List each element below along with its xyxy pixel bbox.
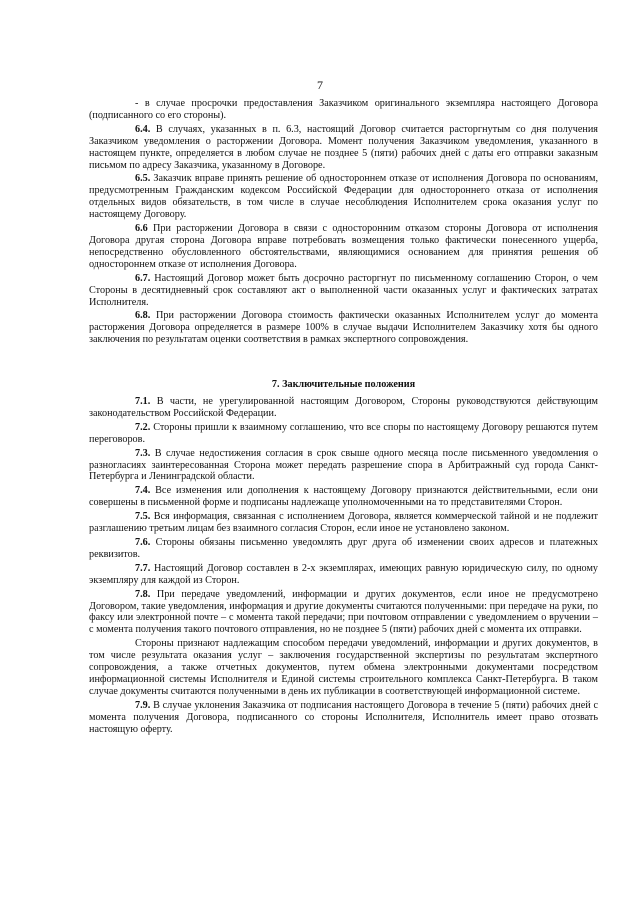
clause-paragraph [89, 396, 598, 420]
clause-paragraph [89, 223, 598, 271]
clause-text: При расторжении Договора в связи с односторонним отказом стороны Договора от исполнения Договора другая сторона Договора вправе потребовать возмещения только фактически понесенного ущерба, непосредственно обусловленного обстоятельствами, являющимися основанием для принятия решения об одностороннем отказе от исполнения Договора. [89, 223, 598, 270]
clause-paragraph [89, 638, 598, 698]
clause-number: 7.1. [135, 396, 151, 408]
clause-text: - в случае просрочки предоставления Заказчиком оригинального экземпляра настоящего Договора (подписанного со его стороны). [89, 98, 598, 121]
clause-text: Настоящий Договор составлен в 2-х экземплярах, имеющих равную юридическую силу, по одному экземпляру для каждой из Сторон. [89, 562, 598, 586]
clause-text: Настоящий Договор может быть досрочно расторгнут по письменному соглашению Сторон, о чем Стороны в десятидневный срок составляют акт о выполненной части оказанных услуг и фактических затратах Исполнителя. [89, 272, 598, 308]
clause-text: Все изменения или дополнения к настоящему Договору признаются действительными, если они совершены в письменной форме и подписаны надлежаще уполномоченными на то представителями Сторон. [89, 485, 598, 509]
clause-paragraph [89, 98, 598, 122]
clause-text: Заказчик вправе принять решение об одностороннем отказе от исполнения Договора по основаниям, предусмотренным Гражданским кодексом Российской Федерации для одностороннего отказа от исполнения отдельных видов обязательств, в том числе в случае несоблюдения Исполнителем срока оказания услуг по настоящему Договору. [89, 173, 598, 221]
clause-number: 6.8. [135, 310, 151, 322]
section-7-heading: 7. Заключительные положения [271, 379, 416, 391]
section-6-clauses [89, 98, 598, 346]
clause-text: Стороны обязаны письменно уведомлять друг друга об изменении своих адресов и платежных реквизитов. [89, 537, 598, 560]
clause-number: 6.7. [135, 272, 151, 284]
clause-paragraph [89, 310, 598, 346]
clause-number: 6.6 [135, 223, 148, 235]
section-7-clauses [89, 396, 598, 735]
clause-paragraph [89, 422, 598, 446]
clause-paragraph [89, 563, 598, 587]
clause-number: 7.5. [135, 511, 151, 523]
clause-text: Вся информация, связанная с исполнением Договора, является коммерческой тайной и не подлежит разглашению третьим лицам без взаимного согласия Сторон, если иное не установлено законом. [89, 511, 598, 535]
clause-paragraph [89, 485, 598, 509]
clause-paragraph [89, 511, 598, 535]
clause-number: 7.3. [135, 447, 151, 459]
clause-number: 6.5. [135, 173, 151, 185]
clause-number: 7.8. [135, 588, 151, 600]
clause-number: 7.6. [135, 537, 151, 548]
clause-text: В случаях, указанных в п. 6.3, настоящий Договор считается расторгнутым со дня получения Заказчиком уведомления о расторжении Договора. Момент получения Заказчиком уведомления, указанного в настоящем пункте, определяется в любом случае не позднее 5 (пяти) рабочих дней с даты его отправки заказным письмом по адресу Заказчика, указанному в Договоре. [89, 123, 598, 171]
clause-text: Стороны пришли к взаимному соглашению, что все споры по настоящему Договору решаются путем переговоров. [89, 421, 598, 445]
clause-number: 7.9. [135, 699, 151, 711]
clause-paragraph [89, 700, 598, 736]
clause-text: В случае уклонения Заказчика от подписания настоящего Договора в течение 5 (пяти) рабочих дней с момента получения Договора, подписанного со стороны Исполнителя, Исполнитель имеет право отозвать настоящую оферту. [89, 699, 598, 735]
clause-paragraph [89, 448, 598, 484]
clause-paragraph [89, 173, 598, 221]
clause-text: В части, не урегулированной настоящим Договором, Стороны руководствуются действующим законодательством Российской Федерации. [89, 396, 598, 419]
clause-paragraph [89, 124, 598, 172]
clause-paragraph [89, 273, 598, 309]
clause-number: 6.4. [135, 123, 151, 135]
clause-number: 7.4. [135, 485, 151, 497]
clause-text: При расторжении Договора стоимость фактически оказанных Исполнителем услуг до момента расторжения Договора определяется в размере 100% в случае выдачи Исполнителем Заказчику хотя бы одного заключения по результатам оценки соответствия в рамках экспертного сопровождения. [89, 310, 598, 346]
clause-text: В случае недостижения согласия в срок свыше одного месяца после письменного уведомления о разногласиях заинтересованная Сторона может передать разрешение спора в Арбитражный суд города Санкт-Петербурга и Ленинградской области. [89, 447, 598, 483]
clause-text: При передаче уведомлений, информации и других документов, если иное не предусмотрено Договором, такие уведомления, информация и другие документы считаются полученными: при передаче на руки, по факсу или электронной почте – с момента такой передачи; при почтовом отправлении с уведомлением о вручении – с момента получения такого почтового отправления, но не позднее 5 (пяти) рабочих дней с момента их отправки. [89, 588, 598, 636]
clause-text: Стороны признают надлежащим способом передачи уведомлений, информации и других документов, в том числе результата оказания услуг – заключения государственной экспертизы по результатам экспертного сопровождения, а также отчетных документов, путем обмена электронными документами посредством информационной системы Исполнителя и Единой системы строительного комплекса Санкт-Петербурга. В таком случае документы считаются полученными в день их публикации в соответствующей информационной системе. [89, 638, 598, 697]
clause-paragraph [89, 537, 598, 561]
clause-number: 7.7. [135, 562, 151, 574]
document-body [89, 98, 598, 736]
clause-paragraph [89, 589, 598, 637]
page-number: 7 [317, 78, 323, 92]
clause-number: 7.2. [135, 421, 151, 433]
